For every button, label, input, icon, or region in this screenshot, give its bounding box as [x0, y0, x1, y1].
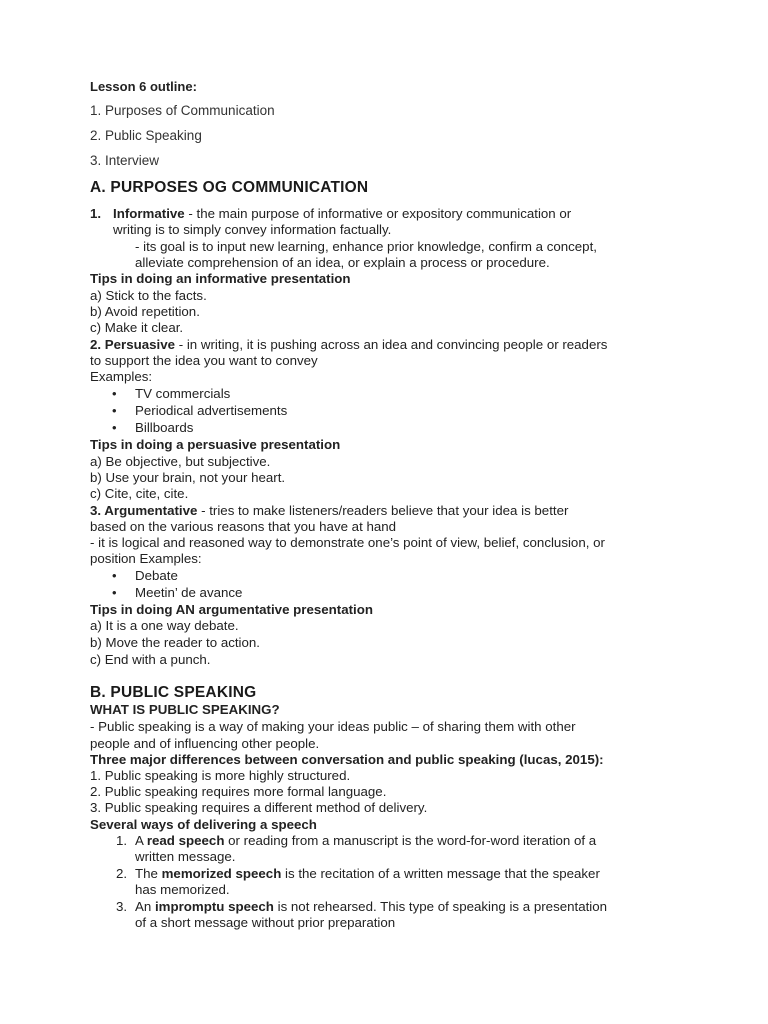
ways-title: Several ways of delivering a speech [90, 817, 317, 832]
difference-item: 3. Public speaking requires a different method of delivery. [90, 800, 428, 815]
section-b-heading: B. PUBLIC SPEAKING [90, 684, 257, 701]
tip-item: a) Be objective, but subjective. [90, 454, 271, 469]
list-number: 2. [116, 866, 128, 881]
differences-title: Three major differences between conversation and public speaking (lucas, 2015): [90, 752, 604, 767]
bullet-icon: • [112, 386, 117, 401]
argumentative-definition-cont: - it is logical and reasoned way to demonstrate one’s point of view, belief, conclusion, or [90, 535, 605, 550]
what-text-cont: people and of influencing other people. [90, 736, 320, 751]
list-number: 3. [116, 899, 128, 914]
example-item: Billboards [135, 420, 194, 435]
example-item: TV commercials [135, 386, 231, 401]
examples-label: Examples: [90, 369, 153, 384]
way-item: A read speech or reading from a manuscript is the word-for-word iteration of a [135, 833, 597, 848]
tip-item: b) Move the reader to action. [90, 635, 260, 650]
section-a-heading: A. PURPOSES OG COMMUNICATION [90, 179, 369, 196]
tip-item: b) Use your brain, not your heart. [90, 470, 286, 485]
difference-item: 2. Public speaking requires more formal language. [90, 784, 387, 799]
what-title: WHAT IS PUBLIC SPEAKING? [90, 702, 280, 717]
way-item-cont: written message. [135, 849, 236, 864]
difference-item: 1. Public speaking is more highly structured. [90, 768, 351, 783]
tip-item: a) It is a one way debate. [90, 618, 239, 633]
outline-item: 2. Public Speaking [90, 128, 202, 143]
argumentative-definition-cont: position Examples: [90, 551, 202, 566]
way-item: An impromptu speech is not rehearsed. This type of speaking is a presentation [135, 899, 608, 914]
persuasive-definition-cont: to support the idea you want to convey [90, 353, 318, 368]
tips-title: Tips in doing a persuasive presentation [90, 437, 341, 452]
argumentative-definition: 3. Argumentative - tries to make listeners/readers believe that your idea is better [90, 503, 569, 518]
way-item-cont: of a short message without prior preparation [135, 915, 396, 930]
tip-item: a) Stick to the facts. [90, 288, 207, 303]
tip-item: c) End with a punch. [90, 652, 211, 667]
list-number: 1. [116, 833, 128, 848]
bullet-icon: • [112, 585, 117, 600]
list-number: 1. [90, 206, 102, 221]
what-text: - Public speaking is a way of making your ideas public – of sharing them with other [90, 719, 576, 734]
outline-title: Lesson 6 outline: [90, 79, 197, 94]
tip-item: b) Avoid repetition. [90, 304, 200, 319]
tips-title: Tips in doing AN argumentative presentation [90, 602, 373, 617]
informative-goal-cont: alleviate comprehension of an idea, or explain a process or procedure. [135, 255, 550, 270]
tip-item: c) Make it clear. [90, 320, 184, 335]
argumentative-definition-cont: based on the various reasons that you have at hand [90, 519, 397, 534]
example-item: Meetin’ de avance [135, 585, 243, 600]
way-item: The memorized speech is the recitation of a written message that the speaker [135, 866, 600, 881]
persuasive-definition: 2. Persuasive - in writing, it is pushing across an idea and convincing people or readers [90, 337, 608, 352]
bullet-icon: • [112, 420, 117, 435]
tips-title: Tips in doing an informative presentation [90, 271, 351, 286]
tip-item: c) Cite, cite, cite. [90, 486, 189, 501]
outline-item: 3. Interview [90, 153, 160, 168]
informative-definition: Informative - the main purpose of informative or expository communication or [113, 206, 572, 221]
way-item-cont: has memorized. [135, 882, 230, 897]
example-item: Debate [135, 568, 178, 583]
informative-goal: - its goal is to input new learning, enhance prior knowledge, confirm a concept, [135, 239, 597, 254]
example-item: Periodical advertisements [135, 403, 288, 418]
bullet-icon: • [112, 403, 117, 418]
bullet-icon: • [112, 568, 117, 583]
outline-item: 1. Purposes of Communication [90, 103, 275, 118]
informative-definition-cont: writing is to simply convey information factually. [113, 222, 392, 237]
